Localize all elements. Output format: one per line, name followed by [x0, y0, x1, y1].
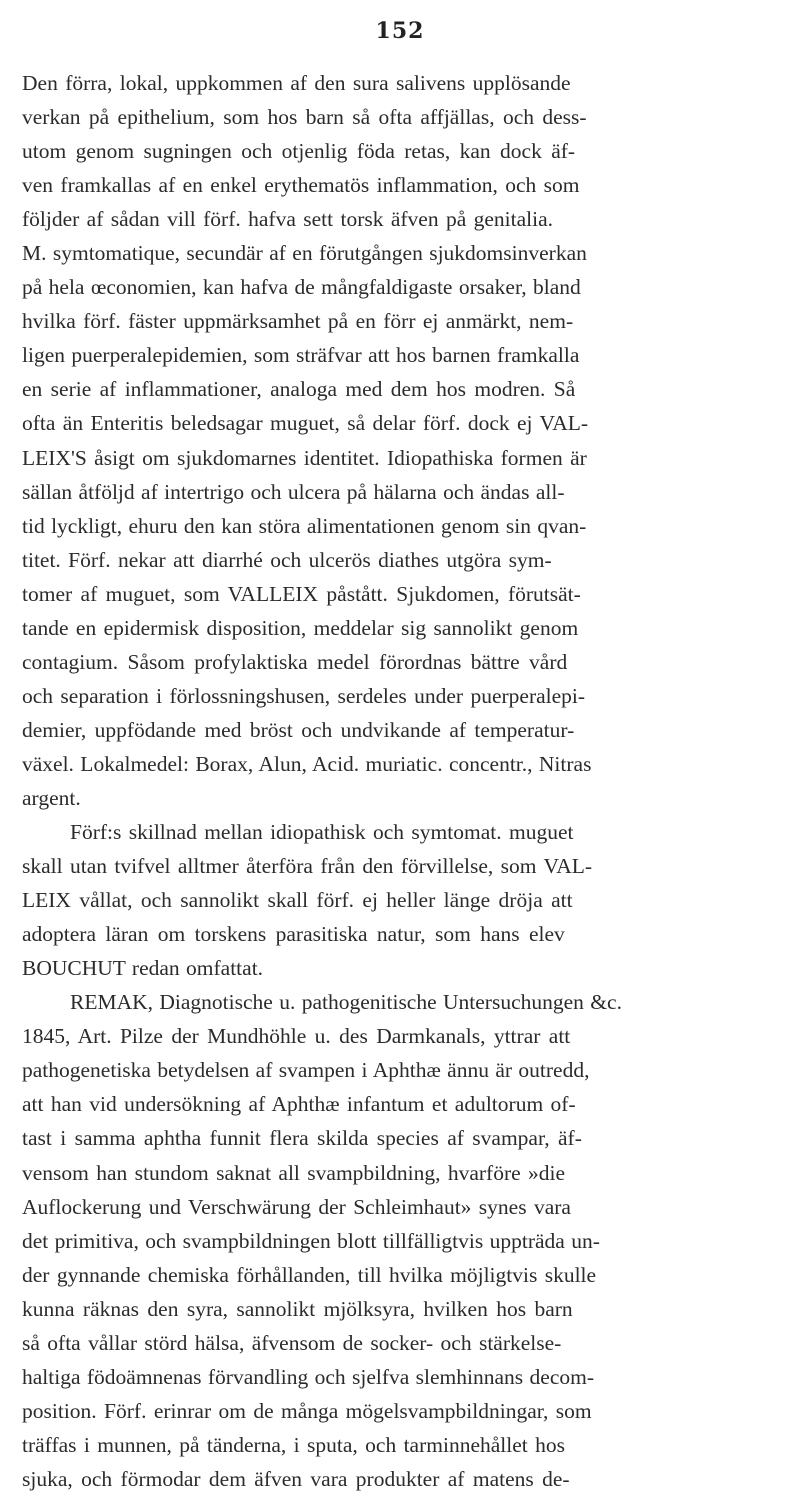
text-line: verkan på epithelium, som hos barn så ofta affjällas, och dess- [22, 105, 587, 130]
text-line: contagium. Såsom profylaktiska medel förordnas bättre vård [22, 649, 568, 674]
text-line: tomer af muguet, som VALLEIX påstått. Sjukdomen, förutsät- [22, 581, 581, 606]
text-line: sjuka, och förmodar dem äfven vara produkter af matens de- [22, 1466, 570, 1491]
text-line: ven framkallas af en enkel erythematös inflammation, och som [22, 173, 580, 198]
text-line: M. symtomatique, secundär af en förutgången sjukdomsinverkan [22, 241, 587, 266]
text-line: följder af sådan vill förf. hafva sett torsk äfven på genitalia. [22, 207, 554, 232]
text-line: träffas i munnen, på tänderna, i sputa, och tarminnehållet hos [22, 1432, 565, 1457]
text-line: sällan åtföljd af intertrigo och ulcera på hälarna och ändas all- [22, 479, 565, 504]
page-number: 152 [375, 18, 425, 44]
body-text [22, 66, 782, 1496]
text-line: så ofta vållar störd hälsa, äfvensom de socker- och stärkelse- [22, 1330, 562, 1355]
text-line: tid lyckligt, ehuru den kan störa alimentationen genom sin qvan- [22, 513, 587, 538]
text-line: Den förra, lokal, uppkommen af den sura salivens upplösande [22, 71, 571, 95]
text-line: och separation i förlossningshusen, serdeles under puerperalepi- [22, 683, 586, 708]
text-line: tande en epidermisk disposition, meddelar sig sannolikt genom [22, 615, 579, 640]
text-line: adoptera läran om torskens parasitiska natur, som hans elev [22, 922, 565, 947]
text-line: växel. Lokalmedel: Borax, Alun, Acid. muriatic. concentr., Nitras [22, 751, 592, 776]
text-line: haltiga födoämnenas förvandling och sjelfva slemhinnans decom- [22, 1364, 595, 1389]
text-line: en serie af inflammationer, analoga med dem hos modren. Så [22, 377, 576, 402]
text-line: pathogenetiska betydelsen af svampen i Aphthæ ännu är outredd, [22, 1058, 590, 1083]
text-line: argent. [22, 785, 81, 810]
text-line: hvilka förf. fäster uppmärksamhet på en förr ej anmärkt, nem- [22, 309, 574, 334]
text-line: Auflockerung und Verschwärung der Schleimhaut» synes vara [22, 1194, 571, 1219]
text-line: LEIX vållat, och sannolikt skall förf. ej heller länge dröja att [22, 888, 573, 913]
text-line: BOUCHUT redan omfattat. [22, 956, 264, 981]
text-line: utom genom sugningen och otjenlig föda retas, kan dock äf- [22, 139, 576, 164]
text-line: att han vid undersökning af Aphthæ infantum et adultorum of- [22, 1092, 576, 1117]
text-line: ofta än Enteritis beledsagar muguet, så delar förf. dock ej VAL- [22, 411, 589, 436]
text-line: position. Förf. erinrar om de många mögelsvampbildningar, som [22, 1398, 592, 1423]
text-line: kunna räknas den syra, sannolikt mjölksyra, hvilken hos barn [22, 1296, 573, 1321]
text-line: LEIX'S åsigt om sjukdomarnes identitet. Idiopathiska formen är [22, 445, 587, 470]
text-line: 1845, Art. Pilze der Mundhöhle u. des Darmkanals, yttrar att [22, 1024, 571, 1049]
text-line: demier, uppfödande med bröst och undvikande af temperatur- [22, 717, 575, 742]
text-line: titet. Förf. nekar att diarrhé och ulcerös diathes utgöra sym- [22, 547, 552, 572]
text-line: tast i samma aphtha funnit flera skilda species af svampar, äf- [22, 1126, 582, 1151]
text-line: vensom han stundom saknat all svampbildning, hvarföre »die [22, 1160, 566, 1185]
text-line: ligen puerperalepidemien, som sträfvar att hos barnen framkalla [22, 343, 580, 368]
text-line: skall utan tvifvel alltmer återföra från den förvillelse, som VAL- [22, 854, 593, 879]
text-line: på hela œconomien, kan hafva de mångfaldigaste orsaker, bland [22, 275, 581, 300]
text-line: det primitiva, och svampbildningen blott tillfälligtvis uppträda un- [22, 1228, 600, 1253]
text-line: der gynnande chemiska förhållanden, till hvilka möjligtvis skulle [22, 1262, 597, 1287]
text-line: REMAK, Diagnotische u. pathogenitische Untersuchungen &c. [70, 990, 622, 1015]
text-line: Förf:s skillnad mellan idiopathisk och symtomat. muguet [70, 820, 574, 845]
